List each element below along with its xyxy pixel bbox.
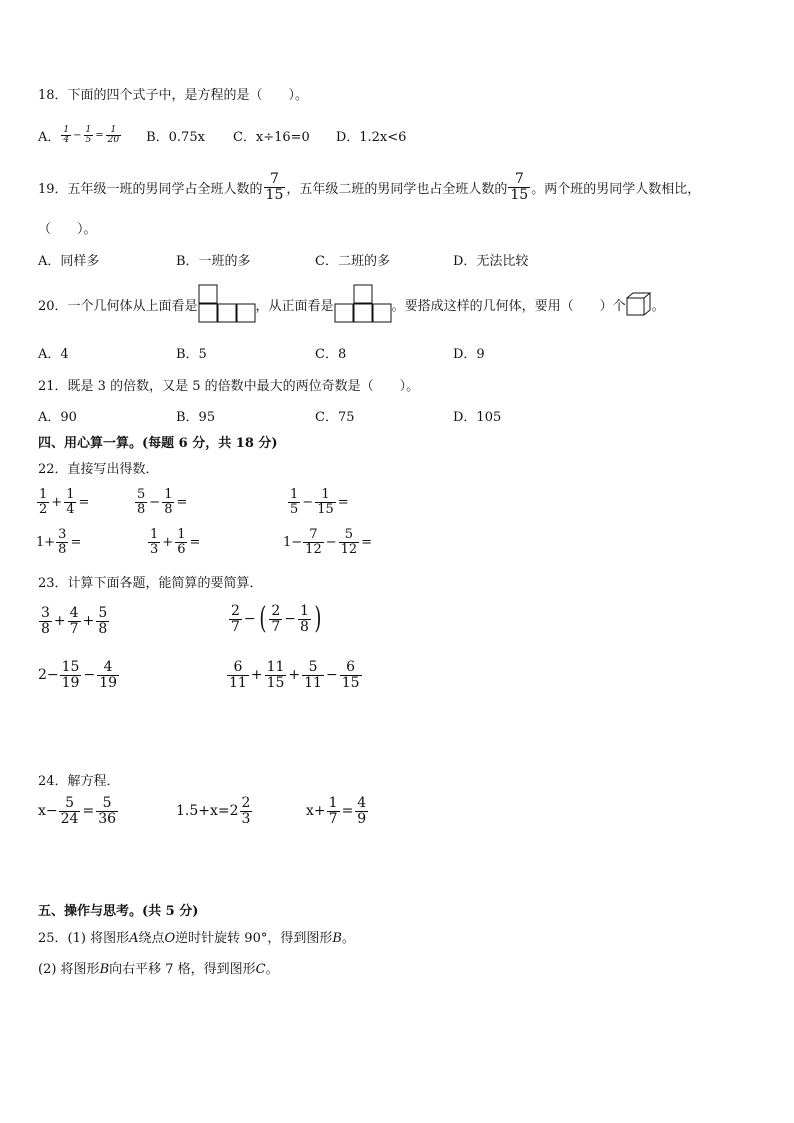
q19-option-d: D．无法比较	[453, 254, 529, 269]
q23-expr-3: 2− $\frac{15}{19}$ − $\frac{4}{19}$	[38, 659, 118, 691]
q19-frac-2: $\frac{7}{15}$	[510, 171, 529, 203]
q19-frac-1: $\frac{7}{15}$	[265, 171, 284, 203]
q19-stem-line2: （ ）。	[38, 222, 97, 237]
q22-stem: 22．直接写出得数．	[38, 462, 159, 477]
q19-stem: 19．五年级一班的男同学占全班人数的 $\frac{7}{15}$ ，五年级二班的男同学也占全班人数的 $\frac{7}{15}$ 。两个班的男同学人数相比，	[38, 171, 701, 203]
front-view-figure	[334, 284, 392, 324]
q20-option-c: C．8	[315, 347, 347, 362]
q20-option-b: B．5	[176, 347, 207, 362]
q24-eq-1: x− $\frac{5}{24}$ = $\frac{5}{36}$	[38, 795, 117, 827]
q18-option-b: B．0.75x	[146, 130, 205, 146]
q24-eq-3: x+ $\frac{1}{7}$ = $\frac{4}{9}$	[306, 795, 367, 827]
q18-options: A． $\frac{1}{4}$ − $\frac{1}{5}$ = $\frac{1}{20}$ B．0.75x C．x÷16=0 D．1.2x<6	[38, 125, 407, 146]
section-5-title: 五、操作与思考。(共 5 分)	[38, 904, 199, 919]
q20-option-a: A．4	[38, 347, 69, 362]
q21-option-b: B．95	[176, 410, 216, 425]
q21-option-c: C．75	[315, 410, 355, 425]
q20-stem: 20．一个几何体从上面看是 ，从正面看是 。要搭成这样的几何体，要用（ ）个 。	[38, 284, 665, 324]
q22-expr-3: $\frac{1}{5}$ − $\frac{1}{15}$ =	[290, 487, 349, 517]
q25-line-1: 25．(1) 将图形A绕点O逆时针旋转 90°，得到图形B。	[38, 931, 355, 946]
q21-option-a: A．90	[38, 410, 77, 425]
q22-expr-5: $\frac{1}{3}$ + $\frac{1}{6}$ =	[150, 527, 201, 557]
q18-option-c: C．x÷16=0	[232, 130, 310, 146]
q22-expr-1: $\frac{1}{2}$ + $\frac{1}{4}$ =	[39, 487, 90, 517]
q24-stem: 24．解方程．	[38, 774, 120, 789]
top-view-figure	[198, 284, 256, 324]
q21-stem: 21．既是 3 的倍数，又是 5 的倍数中最大的两位奇数是（ ）。	[38, 379, 420, 394]
q24-eq-2: 1.5+x=2 $\frac{2}{3}$	[176, 795, 251, 827]
q23-stem: 23．计算下面各题，能简算的要简算．	[38, 576, 263, 591]
q21-option-d: D．105	[453, 410, 502, 425]
q19-option-c: C．二班的多	[315, 254, 390, 269]
q20-option-d: D．9	[453, 347, 485, 362]
q23-expr-1: $\frac{3}{8}$ + $\frac{4}{7}$ + $\frac{5}{8}$	[41, 605, 108, 637]
q22-expr-2: $\frac{5}{8}$ − $\frac{1}{8}$ =	[137, 487, 188, 517]
section-4-title: 四、用心算一算。(每题 6 分，共 18 分)	[38, 436, 278, 451]
q22-expr-6: 1− $\frac{7}{12}$ − $\frac{5}{12}$ =	[283, 527, 373, 557]
cube-icon	[626, 292, 652, 316]
q18-option-a-label: A．	[38, 130, 61, 146]
q18-option-d: D．1.2x<6	[335, 130, 407, 146]
q25-line-2: (2) 将图形B向右平移 7 格，得到图形C。	[38, 962, 279, 977]
q18-a-frac2: $\frac{1}{5}$	[85, 125, 92, 146]
q19-option-a: A．同样多	[38, 254, 100, 269]
q22-expr-4: 1+ $\frac{3}{8}$ =	[36, 527, 82, 557]
q23-expr-2: $\frac{2}{7}$ − ( $\frac{2}{7}$ − $\frac{1}{8}$ )	[231, 601, 322, 637]
q18-a-frac1: $\frac{1}{4}$	[63, 125, 70, 146]
q18-a-frac3: $\frac{1}{20}$	[107, 125, 120, 146]
q18-stem: 18．下面的四个式子中，是方程的是（ ）。	[38, 88, 309, 103]
q23-expr-4: $\frac{6}{11}$ + $\frac{11}{15}$ + $\frac{5}{11}$ − $\frac{6}{15}$	[229, 659, 360, 691]
q19-option-b: B．一班的多	[176, 254, 251, 269]
